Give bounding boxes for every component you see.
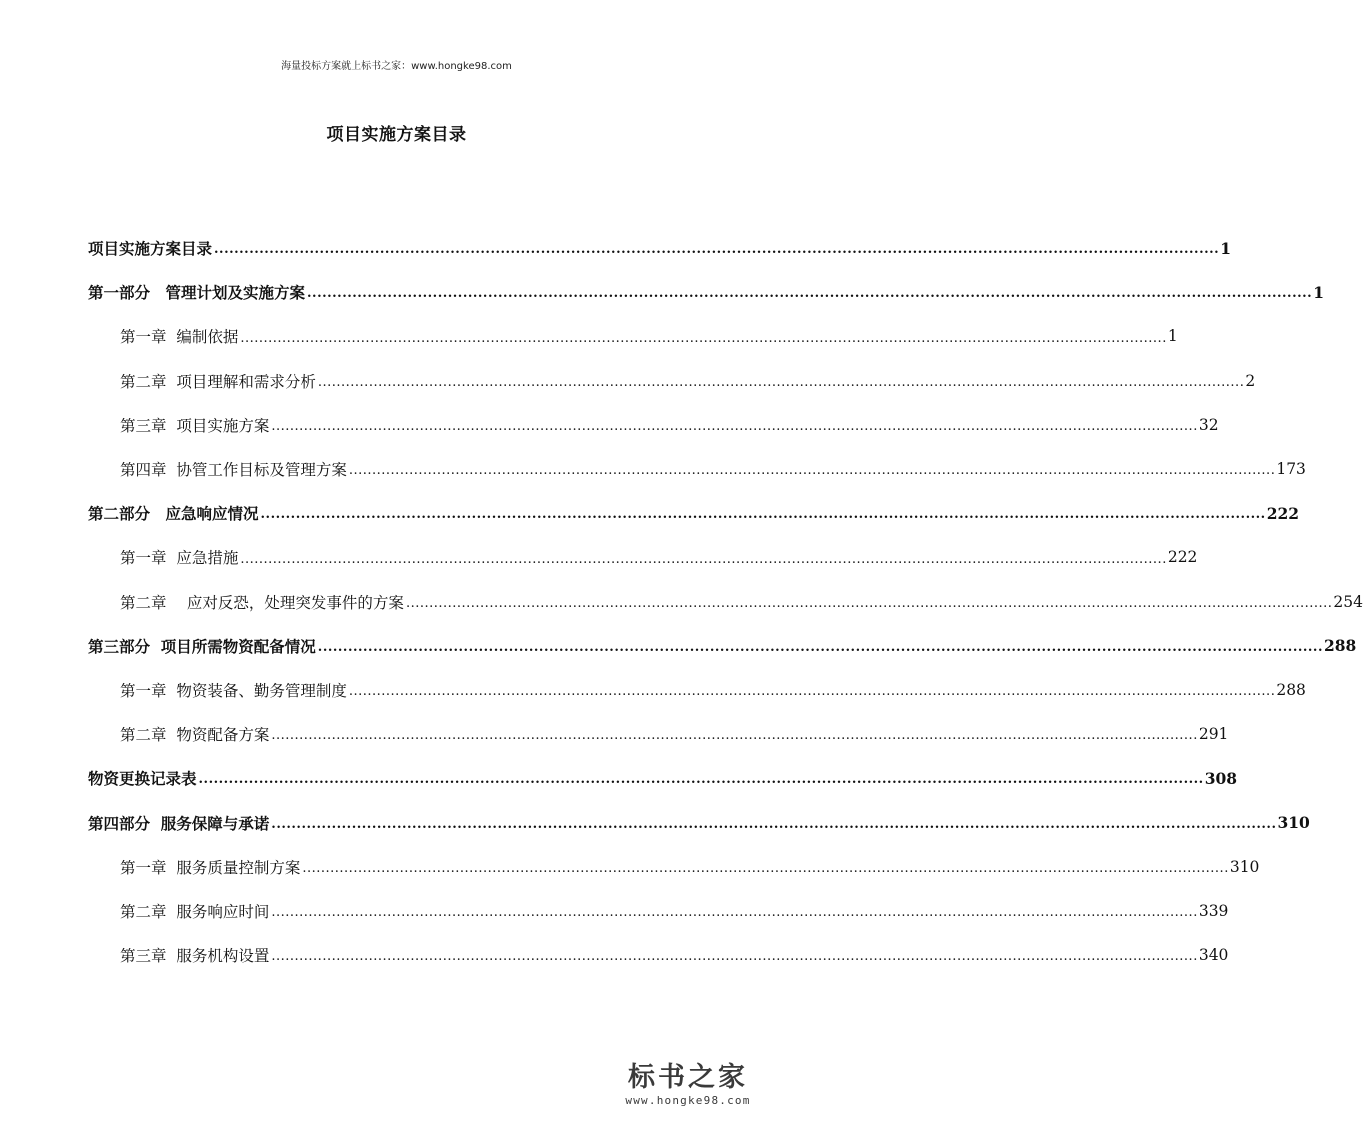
toc-entry-part-4[interactable] xyxy=(0,800,1310,844)
toc-leader-dots: ........................................................................................................................................................................................................ xyxy=(348,463,1276,479)
toc-page-number: 310 xyxy=(1277,813,1310,833)
table-of-contents xyxy=(0,226,1363,977)
toc-leader-dots: ........................................................................................................................................................................................................ xyxy=(198,772,1204,788)
toc-label: 第三部分 项目所需物资配备情况 xyxy=(88,636,316,656)
toc-leader-dots: ........................................................................................................................................................................................................ xyxy=(240,330,1167,346)
toc-label: 第二章 服务响应时间 xyxy=(120,902,270,921)
toc-leader-dots: ........................................................................................................................................................................................................ xyxy=(271,418,1198,434)
toc-leader-dots: ........................................................................................................................................................................................................ xyxy=(348,684,1276,700)
site-logo xyxy=(603,1062,773,1108)
toc-label: 第三章 服务机构设置 xyxy=(120,947,270,966)
toc-label: 物资更换记录表 xyxy=(88,769,197,789)
toc-leader-dots: ........................................................................................................................................................................................................ xyxy=(302,860,1229,876)
toc-entry-part-4-ch-2[interactable] xyxy=(0,889,1229,933)
toc-page-number: 173 xyxy=(1276,460,1306,479)
toc-label: 第二章 项目理解和需求分析 xyxy=(120,372,316,391)
toc-entry-part-1-ch-1[interactable] xyxy=(0,314,1178,358)
toc-page-number: 32 xyxy=(1198,415,1219,434)
toc-label: 第一章 编制依据 xyxy=(120,328,239,347)
toc-leader-dots: ........................................................................................................................................................................................................ xyxy=(271,905,1198,920)
toc-entry-part-2-ch-1[interactable] xyxy=(0,535,1198,579)
toc-entry-part-1-ch-3[interactable] xyxy=(0,403,1219,447)
toc-label: 第二章 应对反恐，处理突发事件的方案 xyxy=(120,593,404,612)
toc-entry-part-1-ch-4[interactable] xyxy=(0,447,1306,491)
toc-page-number: 1 xyxy=(1313,282,1324,302)
toc-leader-dots: ........................................................................................................................................................................................................ xyxy=(317,639,1323,655)
toc-entry-part-3[interactable] xyxy=(0,624,1357,668)
toc-entry-part-3-ch-2[interactable] xyxy=(0,712,1229,756)
toc-label: 第一章 物资装备、勤务管理制度 xyxy=(120,681,347,700)
toc-label: 第二章 物资配备方案 xyxy=(120,726,270,745)
toc-entry-part-2-ch-2[interactable] xyxy=(0,580,1363,624)
toc-page-number: 291 xyxy=(1198,725,1229,744)
toc-leader-dots: ........................................................................................................................................................................................................ xyxy=(271,949,1198,965)
toc-page-number: 339 xyxy=(1198,901,1229,920)
toc-page-number: 222 xyxy=(1167,548,1198,567)
toc-label: 第四部分 服务保障与承诺 xyxy=(88,813,270,833)
toc-label: 第四章 协管工作目标及管理方案 xyxy=(120,461,347,480)
toc-leader-dots: ........................................................................................................................................................................................................ xyxy=(271,728,1198,744)
toc-page-number: 254 xyxy=(1333,592,1363,611)
toc-label: 第一章 服务质量控制方案 xyxy=(120,858,301,877)
toc-page-number: 1 xyxy=(1220,238,1231,258)
toc-entry-part-1-ch-2[interactable] xyxy=(0,359,1256,403)
header-note: 海量投标方案就上标书之家：www.hongke98.com xyxy=(281,61,512,72)
toc-page-number: 222 xyxy=(1266,503,1300,523)
toc-page-number: 2 xyxy=(1245,371,1256,390)
toc-page-number: 288 xyxy=(1276,680,1306,699)
logo-url: www.hongke98.com xyxy=(625,1094,751,1107)
toc-entry-part-1[interactable] xyxy=(0,270,1324,314)
toc-entry-toc[interactable] xyxy=(0,226,1231,270)
toc-leader-dots: ........................................................................................................................................................................................................ xyxy=(214,242,1220,258)
toc-entry-part-4-ch-3[interactable] xyxy=(0,933,1229,977)
toc-page-number: 1 xyxy=(1167,327,1178,346)
toc-entry-part-2[interactable] xyxy=(0,491,1300,535)
toc-leader-dots: ........................................................................................................................................................................................................ xyxy=(405,595,1333,611)
toc-leader-dots: ........................................................................................................................................................................................................ xyxy=(240,551,1167,567)
toc-leader-dots: ........................................................................................................................................................................................................ xyxy=(307,286,1313,302)
toc-leader-dots: ........................................................................................................................................................................................................ xyxy=(260,507,1266,523)
toc-page-number: 340 xyxy=(1198,946,1229,965)
toc-label: 第一章 应急措施 xyxy=(120,549,239,568)
toc-entry-part-3-ch-1[interactable] xyxy=(0,668,1306,712)
toc-label: 第二部分 应急响应情况 xyxy=(88,504,259,524)
toc-page-number: 288 xyxy=(1323,636,1357,656)
logo-name: 标书之家 xyxy=(628,1062,748,1093)
toc-page-number: 310 xyxy=(1229,857,1260,876)
toc-label: 第三章 项目实施方案 xyxy=(120,416,270,435)
toc-page-number: 308 xyxy=(1204,768,1238,788)
toc-label: 项目实施方案目录 xyxy=(88,239,213,259)
toc-label: 第一部分 管理计划及实施方案 xyxy=(88,283,306,303)
toc-entry-part-4-ch-1[interactable] xyxy=(0,845,1260,889)
toc-leader-dots: ........................................................................................................................................................................................................ xyxy=(271,816,1277,832)
page-title: 项目实施方案目录 xyxy=(326,125,467,145)
toc-leader-dots: ........................................................................................................................................................................................................ xyxy=(317,374,1245,390)
toc-entry-supply-log[interactable] xyxy=(0,756,1238,800)
